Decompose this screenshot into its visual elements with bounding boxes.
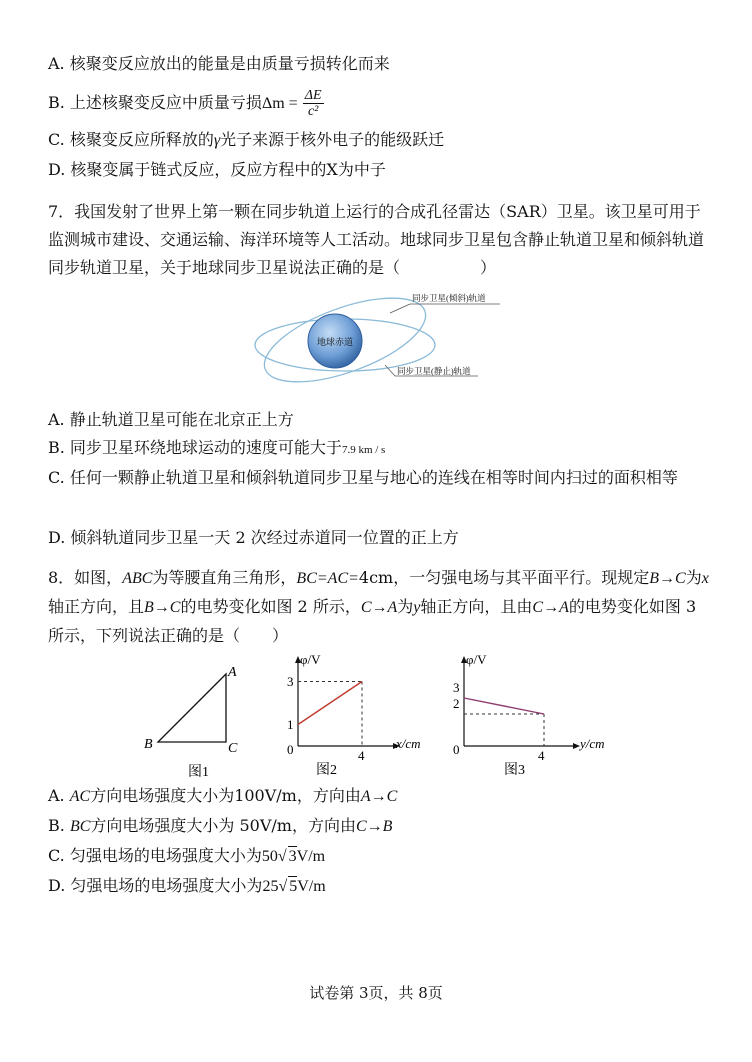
q8-option-b [48, 816, 392, 837]
q6-option-b-text: B. 上述核聚变反应中质量亏损 [48, 93, 262, 112]
y-tick-3: 3 [287, 674, 294, 689]
q8-stem-part: 的电势变化如图 3 所示，下列说法正确的是（ ） [48, 597, 697, 645]
q8-stem-part: 为 [397, 597, 414, 616]
coefficient: 25 [262, 878, 279, 895]
q8-option-a-text: 方向电场强度大小为100V/m，方向由 [90, 786, 361, 805]
y-axis-label: φ/V [466, 652, 487, 667]
gamma-symbol: γ [213, 132, 221, 149]
q8-stem-ca: C→A [532, 599, 569, 616]
y-axis-label: φ/V [300, 652, 321, 667]
q7-option-b-value: 7.9 km / s [341, 444, 386, 456]
fraction-denominator: c² [307, 104, 319, 119]
y-tick-3: 3 [453, 680, 460, 695]
page-footer: 试卷第 3页，共 8页 [309, 984, 443, 1002]
x-axis-label: x/cm [396, 736, 421, 751]
vertex-b-label: B [144, 737, 153, 752]
q6-option-c [48, 130, 444, 151]
q6-option-b [48, 88, 324, 119]
q6-option-d: D. 核聚变属于链式反应，反应方程中的X为中子 [48, 160, 386, 179]
q6-option-c-suffix: 光子来源于核外电子的能级跃迁 [220, 130, 445, 149]
q8-stem-bc: B→C [144, 599, 181, 616]
q8-option-b-text: 方向电场强度大小为 50V/m，方向由 [90, 816, 356, 835]
q8-stem-part: 为 [685, 568, 702, 587]
q8-stem-part: 为等腰直角三角形， [152, 568, 297, 587]
q8-figure-2 [278, 650, 438, 780]
unit: V/m [297, 878, 326, 895]
q8-stem-part: 的电势变化如图 2 所示， [180, 597, 361, 616]
q8-stem [48, 564, 710, 650]
q8-option-a-ac: AC [69, 788, 91, 805]
triangle-abc [158, 674, 226, 742]
q8-figure-3 [442, 650, 622, 780]
q8-option-c-value: 50√ 3V/m [261, 848, 326, 865]
q7-option-b-text: B. 同步卫星环绕地球运动的速度可能大于 [48, 438, 342, 457]
vertex-a-label: A [228, 665, 237, 680]
x-axis-label: y/cm [580, 736, 605, 751]
y-tick-2: 2 [453, 696, 460, 711]
unit: V/m [296, 848, 326, 865]
potential-line [298, 682, 362, 725]
y-tick-1: 1 [287, 717, 294, 732]
option-letter: B. [48, 816, 70, 835]
q6-option-b-fraction [303, 88, 324, 119]
q8-option-d-text: D. 匀强电场的电场强度大小为 [48, 876, 263, 895]
radicand: 5 [289, 878, 298, 895]
figure-3-caption: 图3 [504, 763, 525, 778]
q8-option-d [48, 876, 326, 897]
x-axis-arrow-icon [573, 743, 580, 749]
q7-orbit-figure [250, 290, 510, 400]
q7-option-b [48, 438, 385, 460]
q6-option-c-prefix: C. 核聚变反应所释放的 [48, 130, 214, 149]
x-tick-4: 4 [538, 748, 545, 763]
q8-stem-part: 轴正方向，且由 [420, 597, 533, 616]
q8-stem-bcac: BC=AC= [296, 570, 359, 587]
q8-stem-x: x [701, 570, 709, 587]
q6-option-a: A. 核聚变反应放出的能量是由质量亏损转化而来 [48, 54, 390, 73]
fraction-numerator: ΔE [304, 88, 322, 103]
q8-option-c [48, 846, 325, 867]
potential-line [464, 698, 544, 714]
q8-option-b-bc: BC [69, 818, 91, 835]
q8-stem-abc: ABC [122, 570, 153, 587]
q8-option-d-value: 25√ 5V/m [262, 878, 326, 895]
figure-2-caption: 图2 [316, 763, 337, 778]
q8-figure-1 [140, 662, 250, 782]
inclined-orbit-label: 同步卫星(倾斜)轨道 [412, 293, 486, 303]
q8-stem-y: y [413, 599, 421, 616]
x-tick-4: 4 [358, 748, 365, 763]
q8-option-b-direction: C→B [355, 818, 393, 835]
option-letter: A. [48, 786, 70, 805]
q8-option-c-text: C. 匀强电场的电场强度大小为 [48, 846, 262, 865]
q7-option-d: D. 倾斜轨道同步卫星一天 2 次经过赤道同一位置的正上方 [48, 528, 459, 547]
vertex-c-label: C [228, 741, 238, 756]
q7-stem: 7．我国发射了世界上第一颗在同步轨道上运行的合成孔径雷达（SAR）卫星。该卫星可用于监测城市建设、交通运输、海洋环境等人工活动。地球同步卫星包含静止轨道卫星和倾斜轨道同步轨道卫星，关于地球同步卫星说法正确的是（ ） [48, 202, 705, 277]
origin-label: 0 [453, 742, 460, 757]
earth-label: 地球赤道 [316, 337, 354, 347]
static-orbit-label: 同步卫星(静止)轨道 [397, 366, 471, 376]
q8-stem-bc: B→C [649, 570, 686, 587]
q8-stem-part: 4cm，一匀强电场与其平面平行。现规定 [358, 568, 650, 587]
radicand: 3 [288, 848, 297, 865]
figure-1-caption: 图1 [188, 765, 209, 780]
q8-option-a-direction: A→C [360, 788, 398, 805]
q8-stem-part: 8．如图， [48, 568, 123, 587]
coefficient: 50 [261, 848, 278, 865]
q7-option-c: C. 任何一颗静止轨道卫星和倾斜轨道同步卫星与地心的连线在相等时间内扫过的面积相等 [48, 468, 678, 487]
q7-option-a: A. 静止轨道卫星可能在北京正上方 [48, 410, 294, 429]
q6-option-b-lhs: Δm = [261, 95, 298, 112]
q8-option-a [48, 786, 397, 807]
q8-stem-ca: C→A [360, 599, 398, 616]
origin-label: 0 [287, 742, 294, 757]
q8-stem-part: 轴正方向，且 [48, 597, 145, 616]
